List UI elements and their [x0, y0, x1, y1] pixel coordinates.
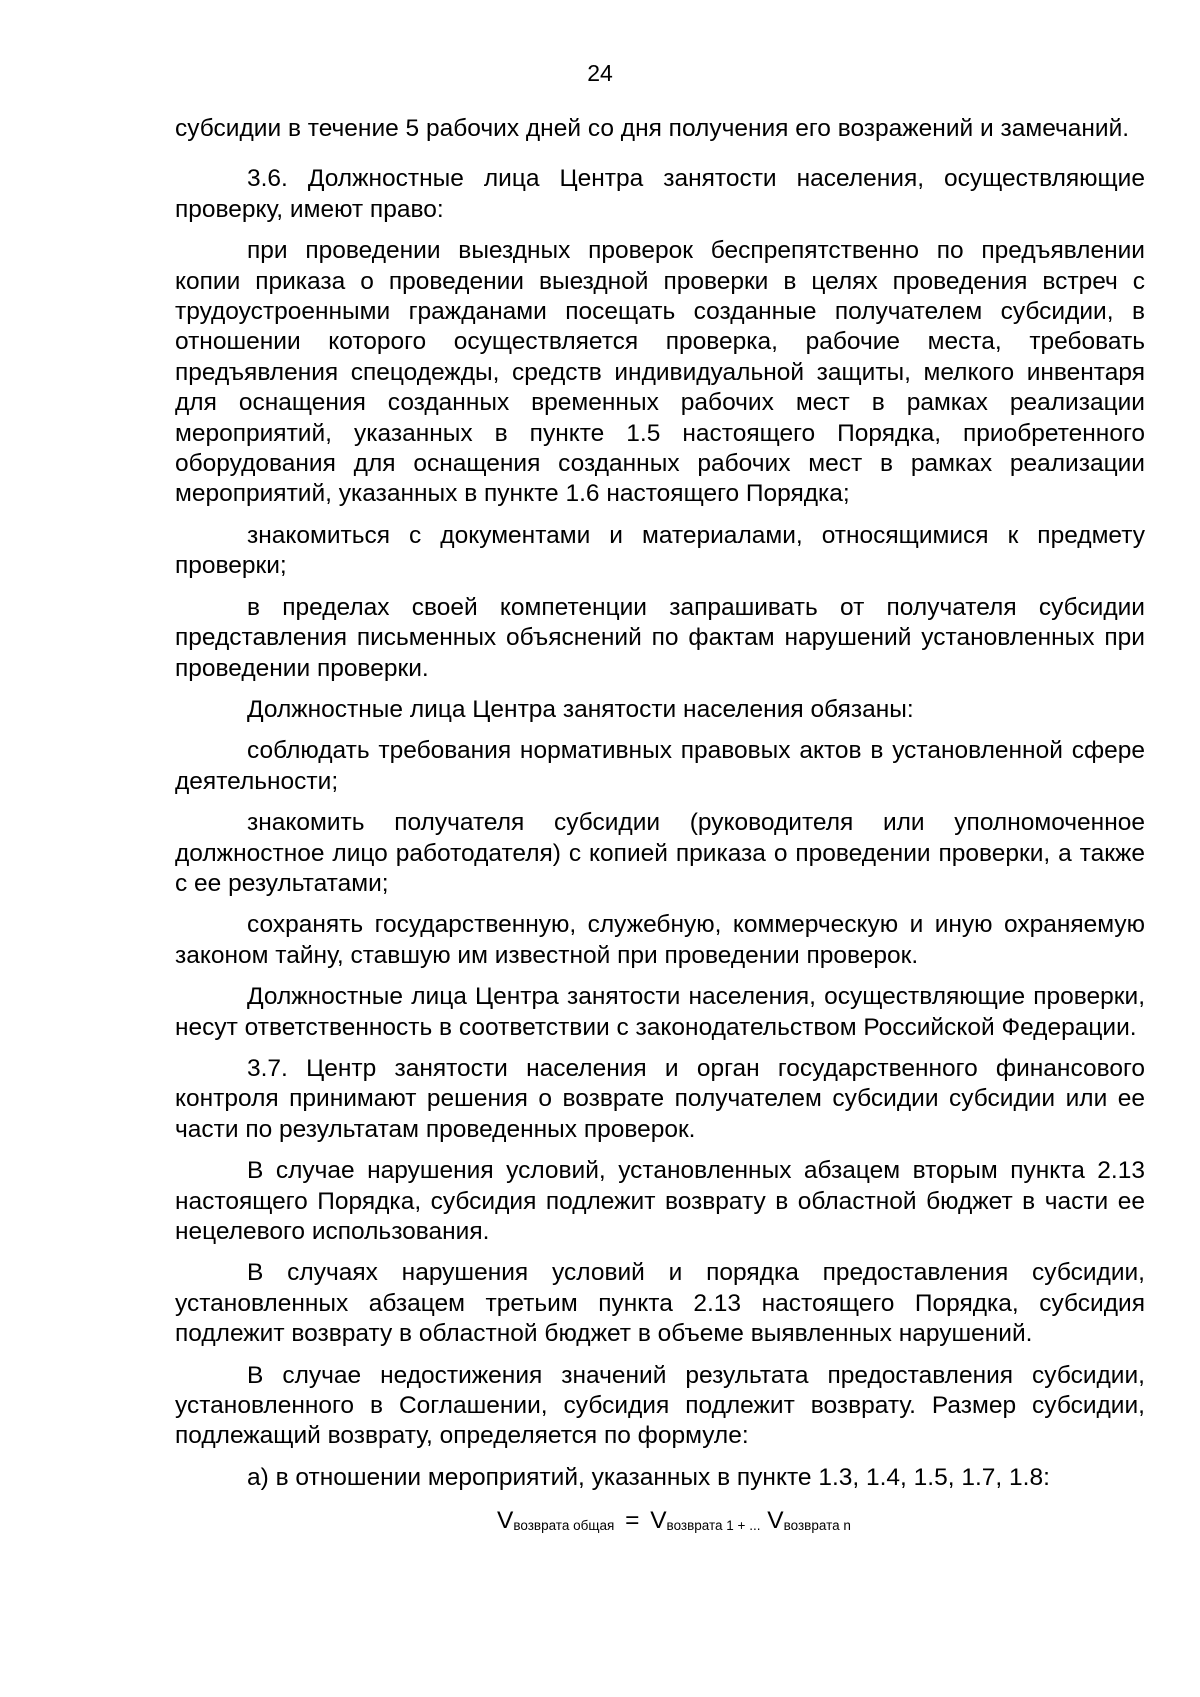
paragraph-result-not-achieved: В случае недостижения значений результата предоставления субсидии, установленного в Соглашении, субсидия подлежит возврату. Размер субсидии, подлежащий возврату, определяется по формуле: — [175, 1361, 1145, 1450]
paragraph-obligation-inform: знакомить получателя субсидии (руководителя или уполномоченное должностное лицо работодателя) с копией приказа о проведении проверки, а также с ее результатами; — [175, 809, 1145, 897]
paragraph-right-onsite-inspection: при проведении выездных проверок беспрепятственно по предъявлении копии приказа о проведении выездной проверки в целях проведения встреч с трудоустроенными гражданами посещать созданные получателем субсидии, в отношении которого осуществляется проверка, рабочие места, требовать предъявления спецодежды, средств индивидуальной защиты, мелкого инвентаря для оснащения созданных временных рабочих мест в рамках реализации мероприятий, указанных в пункте 1.5 настоящего Порядка, приобретенного оборудования для оснащения созданных рабочих мест в рамках реализации мероприятий, указанных в пункте 1.6 настоящего Порядка; — [175, 237, 1145, 508]
return-formula — [175, 1505, 1145, 1542]
paragraph-obligations-heading: Должностные лица Центра занятости населения обязаны: — [247, 695, 914, 723]
paragraph-continuation: субсидии в течение 5 рабочих дней со дня получения его возражений и замечаний. — [175, 115, 1130, 142]
formula-lhs-subscript: возврата общая — [513, 1518, 615, 1534]
formula-term1-symbol: V — [650, 1507, 667, 1535]
document-body — [175, 114, 1145, 1542]
formula-term2-subscript: возврата n — [783, 1518, 851, 1534]
paragraph-3-6-heading: 3.6. Должностные лица Центра занятости населения, осуществляющие проверку, имеют право: — [175, 165, 1145, 223]
paragraph-obligation-comply: соблюдать требования нормативных правовых актов в установленной сфере деятельности; — [175, 737, 1145, 795]
paragraph-item-a: а) в отношении мероприятий, указанных в пункте 1.3, 1.4, 1.5, 1.7, 1.8: — [247, 1463, 1050, 1491]
formula-term1-subscript: возврата 1 + ... — [666, 1518, 761, 1534]
page-number: 24 — [587, 60, 613, 86]
paragraph-obligation-secrecy: сохранять государственную, служебную, коммерческую и иную охраняемую законом тайну, ставшую им известной при проведении проверок. — [175, 911, 1145, 969]
paragraph-3-7: 3.7. Центр занятости населения и орган государственного финансового контроля принимают решения о возврате получателем субсидии субсидии или ее части по результатам проведенных проверок. — [175, 1054, 1145, 1143]
formula-term2-symbol: V — [767, 1507, 784, 1535]
paragraph-responsibility: Должностные лица Центра занятости населения, осуществляющие проверки, несут ответственность в соответствии с законодательством Российской Федерации. — [175, 983, 1145, 1041]
formula-equals: = — [625, 1507, 640, 1535]
paragraph-right-explanations: в пределах своей компетенции запрашивать от получателя субсидии представления письменных объяснений по фактам нарушений установленных при проведении проверки. — [175, 593, 1145, 682]
paragraph-misuse-return: В случае нарушения условий, установленных абзацем вторым пункта 2.13 настоящего Порядка, субсидия подлежит возврату в областной бюджет в части ее нецелевого использования. — [175, 1157, 1145, 1245]
paragraph-right-documents: знакомиться с документами и материалами, относящимися к предмету проверки; — [175, 521, 1145, 580]
paragraph-violation-return: В случаях нарушения условий и порядка предоставления субсидии, установленных абзацем третьим пункта 2.13 настоящего Порядка, субсидия подлежит возврату в областной бюджет в объеме выявленных нарушений. — [175, 1259, 1145, 1348]
formula-lhs-symbol: V — [497, 1507, 514, 1535]
